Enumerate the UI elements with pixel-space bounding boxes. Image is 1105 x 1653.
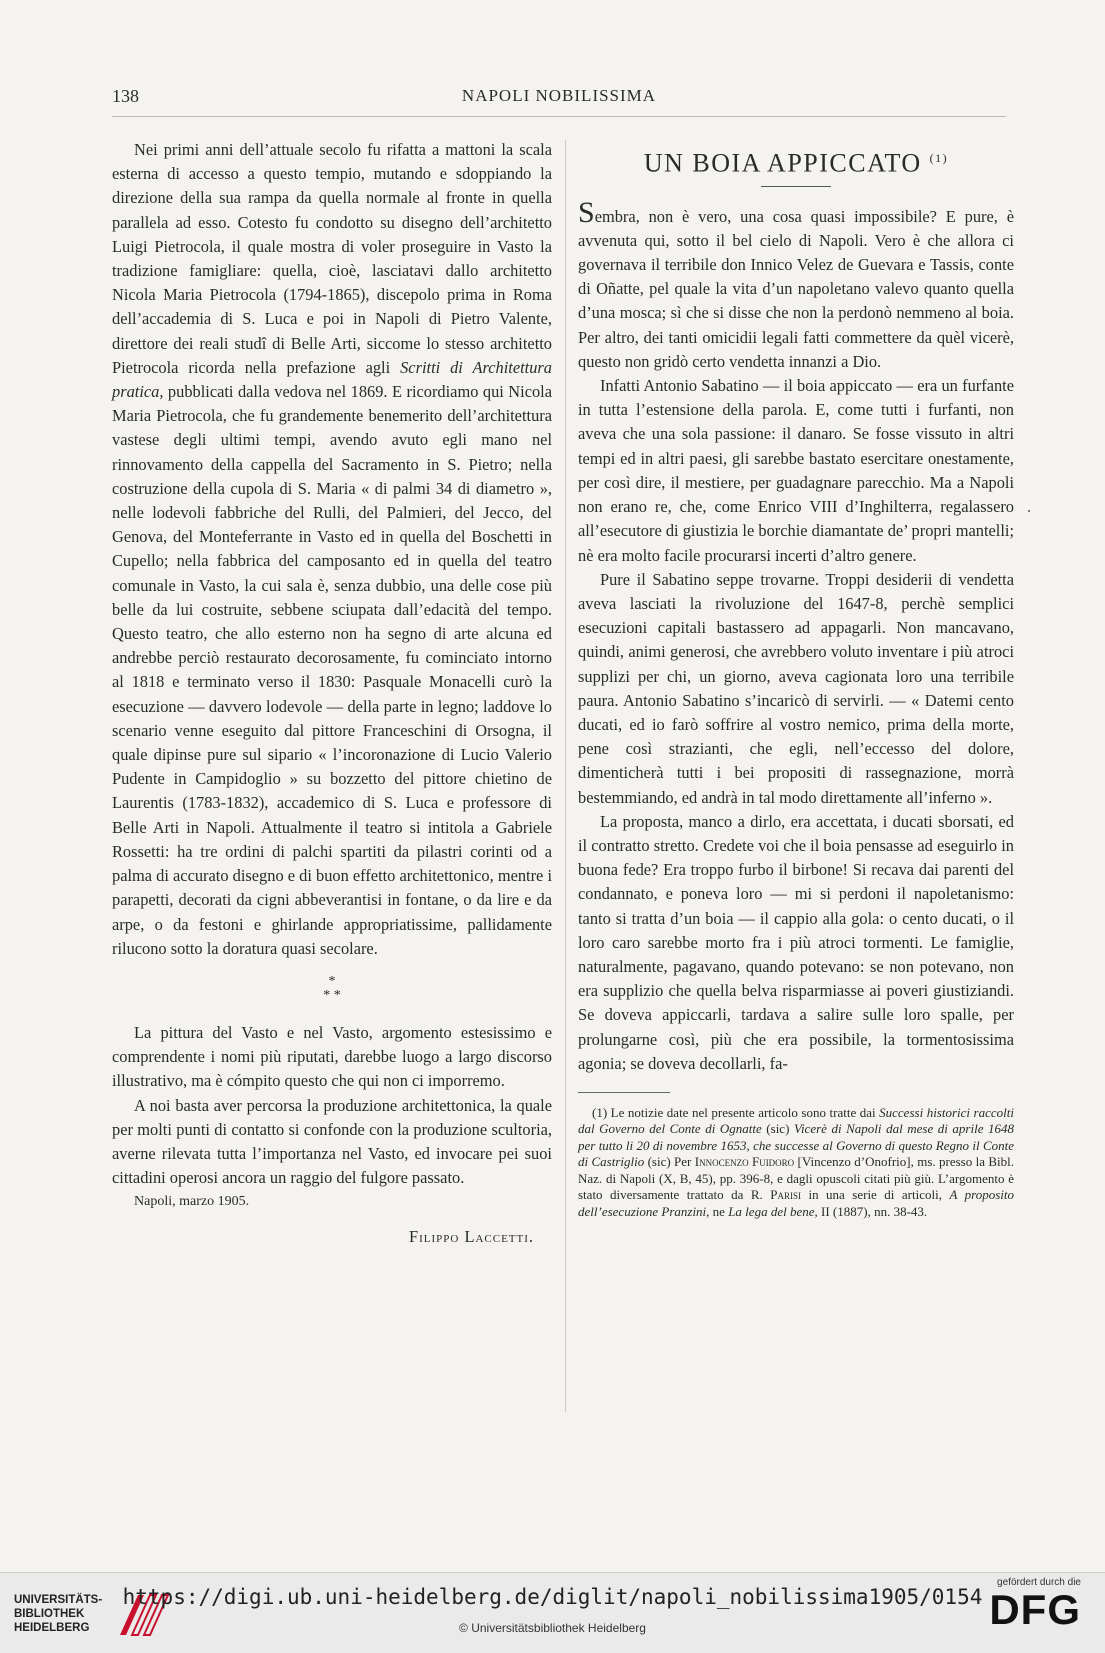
library-name: UNIVERSITÄTS- BIBLIOTHEK HEIDELBERG xyxy=(14,1594,103,1634)
page-header xyxy=(112,86,1006,117)
section-break-asterism: * * * xyxy=(323,973,341,1003)
dateline: Napoli, marzo 1905. xyxy=(134,1194,250,1210)
dfg-logo[interactable]: DFG xyxy=(989,1586,1081,1633)
author-signature: Filippo Laccetti. xyxy=(409,1226,534,1246)
title-rule xyxy=(761,186,831,187)
left-column xyxy=(112,138,552,1249)
column-divider xyxy=(565,140,566,1412)
title-footnote-ref[interactable]: (1) xyxy=(929,151,949,165)
left-paragraph-3: A noi basta aver percorsa la produzione architettonica, la quale per molti punti di contatto si confonde con la produzione scultoria, averne rilevata tutta l’importanza nel Vasto, ed invocare pei suoi cittadini operosi ancora un raggio del fulgore passato. xyxy=(112,1095,552,1188)
left-paragraph-1: Nei primi anni dell’attuale secolo fu rifatta a mattoni la scala esterna di accesso a questo tempio, mutando e sdoppiando la direzione della sua rampa da quella normale al fronte in quella parallela ad esso. Cotesto fu condotto su disegno dell’architetto Luigi Pietrocola, il quale mostra di voler proseguire in Vasto la tradizione famigliare: quella, cioè, lasciatavi dallo architetto Nicola Maria Pietrocola (1794-1865), discepolo prima in Roma dell’accademia di S. Luca e poi in Napoli di Pietro Valente, direttore dei reali studî di Belle Arti, siccome lo stesso architetto Pietrocola ricorda nella prefazione agli Scritti di Architettura pratica, pubblicati dalla vedova nel 1869. E ricordiamo qui Nicola Maria Pietrocola, che fu grandemente benemerito dell’architettura vastese degli ultimi tempi, avendo avuto egli mano nel rinnovamento della cappella del Sacramento in S. Pietro; nella costruzione della cupola di S. Maria « di palmi 34 di diametro », nelle lodevoli fabbriche del Rulli, del Palmieri, del Jecco, del Genova, del Monteferrante in Vasto ed in quella del Boschetti in Cupello; nella fabbrica del camposanto ed in quella del teatro comunale in Vasto, la cui sala è, senza dubbio, una delle cose più belle da lui costruite, sebbene sciupata dall’edacità del tempo. Questo teatro, che allo esterno non ha segno di arte alcuna ed andrebbe perciò restaurato decorosamente, fu cominciato intorno al 1818 e terminato verso il 1830: Pasquale Monacelli curò la esecuzione — davvero lodevole — della parte in legno; laddove lo scenario venne eseguito dal pittore Franceschini di Orsogna, il quale dipinse pure sul sipario « l’incoronazione di Lucio Valerio Pudente in Campidoglio » su bozzetto del pittore chietino de Laurentis (1783-1832), accademico di S. Luca e professore di Belle Arti in Napoli. Attualmente il teatro si intitola a Gabriele Rossetti: ha tre ordini di palchi spartiti da pilastri corinti od a palma di accurato disegno e di buon effetto architettonico, mentre i parapetti, decorati da cigni abbeverantisi in fontane, o da lire e da arpe, o da festoni e ghirlande appropriatissime, pallidamente rilucono sotto la doratura quasi secolare. xyxy=(112,140,552,958)
left-paragraph-2: La pittura del Vasto e nel Vasto, argomento estesissimo e comprendente i nomi più riputati, darebbe luogo a largo discorso illustrativo, ma è cómpito questo che qui non ci imporremo. xyxy=(112,1022,552,1091)
funding-caption: gefördert durch die xyxy=(997,1577,1081,1588)
funder-block xyxy=(989,1577,1081,1632)
footnote: (1) Le notizie date nel presente articolo sono tratte dai Successi historici raccolti dal Governo del Conte di Ognatte (sic) Vicerè di Napoli dal mese di aprile 1648 per tutto li 20 di novembre 1653, che successe al Governo di questo Regno il Conte di Castriglio (sic) Per Innocenzo Fuidoro [Vincenzo d’Onofrio], ms. presso la Bibl. Naz. di Napoli (X, B, 45), pp. 396-8, e dagli opuscoli citati più giù. L’argomento è stato diversamente trattato da R. Parisi in una serie di articoli, A proposito dell’esecuzione Pranzini, ne La lega del bene, II (1887), nn. 38-43. xyxy=(578,1104,1015,1219)
permalink-url[interactable]: https://digi.ub.uni-heidelberg.de/diglit/napoli_nobilissima1905/0154 xyxy=(122,1585,983,1609)
right-paragraph-4: La proposta, manco a dirlo, era accettata, i ducati sborsati, ed il contratto stretto. Credete voi che il boia pensasse ad eseguirlo in buona fede? Era troppo furbo il birbone! Si recava dai parenti del condannato, e poneva loro — mi si perdoni il napoletanismo: tanto si tratta d’un boia — il cappio alla gola: o cento ducati, o il loro caro sarebbe morto fra i più atroci tormenti. Le famiglie, naturalmente, pagavano, quando potevano: se non potevano, non era supplizio che quella belva risparmiasse ai poveri giustiziandi. Se doveva appiccarli, tardava a salire sulle loro spalle, per prolungarne così, più che era possibile, la tormentosissima agonia; se doveva decollarli, fa- xyxy=(578,811,1014,1073)
right-paragraph-3: Pure il Sabatino seppe trovarne. Troppi desiderii di vendetta aveva lasciati la rivoluzione del 1647-8, perchè semplici esecuzioni capitali bastassero ad appagarli. Non mancavano, quindi, animi generosi, che avrebbero voluto inventare i più atroci supplizi per chi, un giorno, aveva cagionata loro una terribile paura. Antonio Sabatino s’incaricò di servirli. — « Datemi cento ducati, ed io farò soffrire al vostro nemico, prima della morte, pene così strazianti, che egli, nell’eccesso del dolore, dimenticherà tutti i bei propositi di rassegnazione, morrà bestemmiando, ed andrà in tal modo direttamente all’inferno ». xyxy=(578,569,1014,807)
right-paragraph-1: Sembra, non è vero, una cosa quasi impossibile? E pure, è avvenuta qui, sotto il bel cielo di Napoli. Vero è che allora ci governava il terribile don Innico Velez de Guevara e Tassis, conte di Oñatte, pel quale la vita d’un napoletano valevo quanto quella d’una mosca; sì che si disse che non la perdonò nemmeno al boia. Per altro, dei tanti omicidii legali fatti commettere da quèl vicerè, questo non gridò certo vendetta innanzi a Dio. xyxy=(578,195,1014,371)
right-column xyxy=(578,138,1014,1220)
footnote-rule xyxy=(578,1092,670,1093)
viewer-footer xyxy=(0,1572,1105,1653)
book-title: Scritti di Architettura pratica, xyxy=(112,357,552,402)
page-number: 138 xyxy=(112,86,139,106)
running-title: NAPOLI NOBILISSIMA xyxy=(461,86,657,105)
drop-cap: S xyxy=(578,195,595,229)
article-title: UN BOIA APPICCATO $^{(1)}$ xyxy=(643,148,949,178)
right-paragraph-2: Infatti Antonio Sabatino — il boia appiccato — era un furfante in tutta l’estensione della parola. E, come tutti i furfanti, non aveva che una sola passione: il danaro. Se fosse vissuto in altri tempi ed in altri paesi, gli sarebbe bastato esercitare onestamente, per così dire, il mestiere, per guadagnare parecchio. Ma a Napoli non erano re, che, come Enrico VIII d’Inghilterra, regalassero all’esecutore di giustizia le borchie diamantate de’ propri mantelli; nè era molto facile procurarsi incerti d’altro genere. xyxy=(578,376,1014,565)
copyright-notice: © Universitätsbibliothek Heidelberg xyxy=(459,1621,646,1635)
margin-speck xyxy=(1028,510,1030,512)
